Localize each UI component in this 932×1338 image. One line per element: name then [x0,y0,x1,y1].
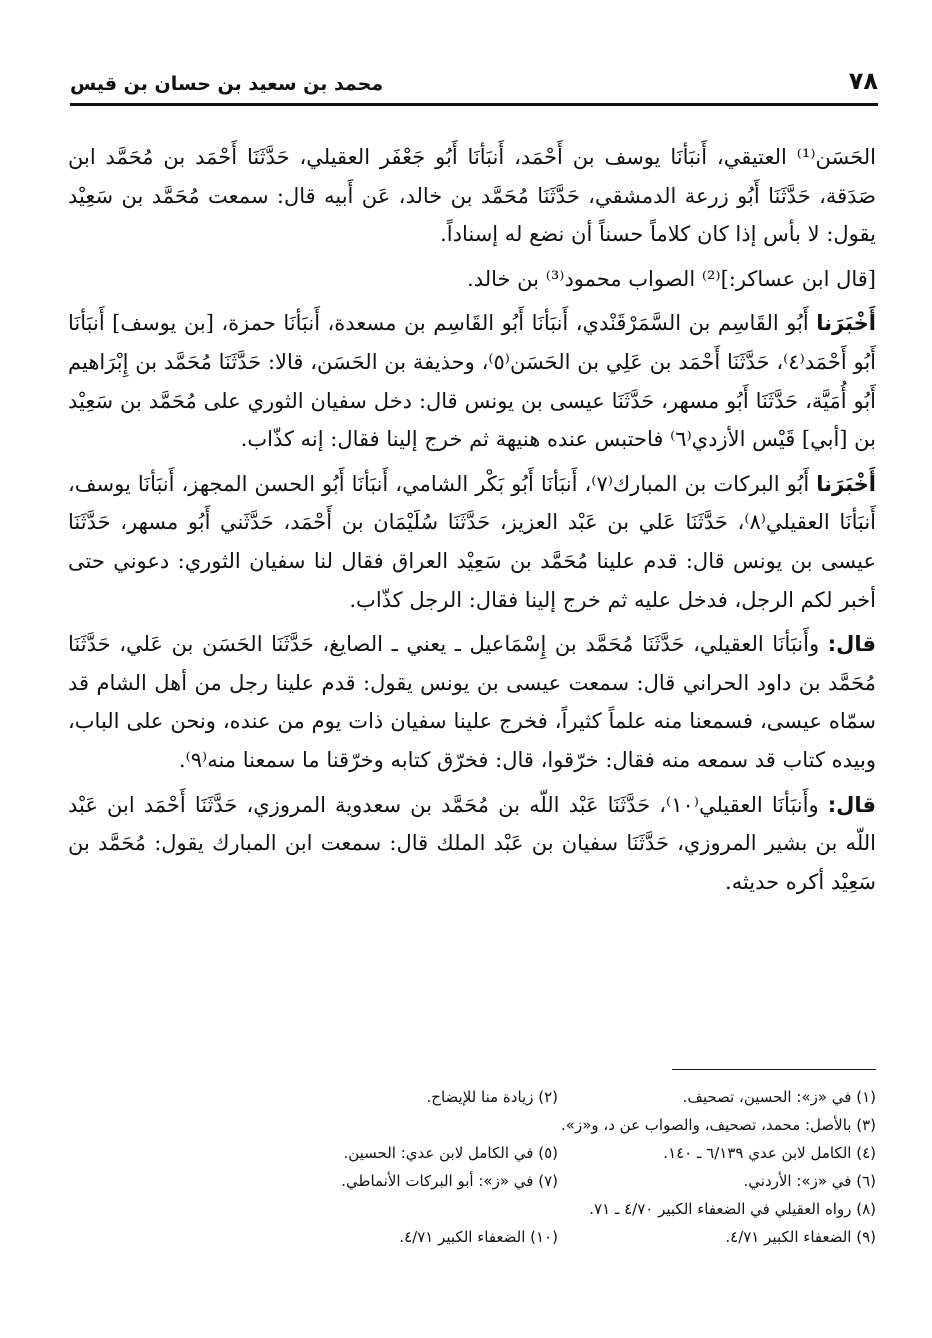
footnote-row [240,1139,876,1167]
running-title: محمد بن سعيد بن حسان بن قيس [70,73,384,95]
footnote-row [240,1083,876,1111]
footnote: (١) في «ز»: الحسين، تصحيف. [682,1088,876,1106]
paragraph [68,260,876,299]
paragraph-text: وأَنبَأنَا العقيلي⁽١٠⁾، حَدَّثَنَا عَبْد اللّه بن مُحَمَّد بن سعدوية المروزي، حَدَّثَنَا أَحْمَد ابن عَبْد اللّه بن بشير المروزي، حَدَّثَنَا سفيان بن عَبْد الملك قال: سمعت ابن المبارك يقول: مُحَمَّد بن سَعِيْد أكره حديثه. [68,792,876,894]
footnote: (٨) رواه العقيلي في الضعفاء الكبير ٤/٧٠ ـ ٧١. [589,1200,876,1218]
page-number: ٧٨ [848,67,878,95]
footnote: (٩) الضعفاء الكبير ٤/٧١. [725,1228,876,1246]
footnote: (٦) في «ز»: الأردني. [743,1172,876,1190]
paragraph [68,786,876,902]
paragraph [68,304,876,458]
paragraph [68,138,876,254]
footnote-row [240,1111,876,1139]
paragraph-text: أَبُو البركات بن المبارك⁽٧⁾، أَنبَأنَا أَبُو بَكْر الشامي، أَنبَأنَا أَبُو الحسن المجهز، أَنبَأنَا يوسف، أَنبَأنَا العقيلي⁽٨⁾، حَدَّثَنَا عَلي بن عَبْد العزيز، حَدَّثَنَا سُلَيْمَان بن أَحْمَد، حَدَّثَني أَبُو مسهر، حَدَّثَنَا عيسى بن يونس قال: قدم علينا مُحَمَّد بن سَعِيْد العراق فقال لنا سفيان الثوري: دعوني حتى أخبر لكم الرجل، فدخل عليه ثم خرج إلينا فقال: الرجل كذّاب. [68,471,876,612]
footnotes [240,1083,876,1251]
paragraph-lead: قال: [827,792,876,817]
paragraph-text: وأَنبَأنَا العقيلي، حَدَّثَنَا مُحَمَّد بن إِسْمَاعيل ـ يعني ـ الصايغ، حَدَّثَنَا الحَسَن بن عَلي، حَدَّثَنَا مُحَمَّد بن داود الحراني قال: سمعت عيسى بن يونس يقول: قدم علينا رجل من أهل الشام قد سمّاه عيسى، فسمعنا منه علماً كثيراً، فخرج علينا سفيان ذات يوم من عنده، ونحن على الباب، وبيده كتاب قد سمعه منه فقال: خرّقوا، قال: فخرّق كتابه وخرّقنا ما سمعنا منه⁽٩⁾. [68,632,876,772]
footnote-row [240,1223,876,1251]
paragraph-lead: أَخْبَرَنا [816,471,876,496]
paragraph-lead: أَخْبَرَنا [816,311,876,336]
paragraph-text: الحَسَن⁽¹⁾ العتيقي، أَنبَأنَا يوسف بن أَحْمَد، أَنبَأنَا أَبُو جَعْفَر العقيلي، حَدَّثَنَا أَحْمَد بن مُحَمَّد ابن صَدَقة، حَدَّثَنَا أَبُو زرعة الدمشقي، حَدَّثَنَا مُحَمَّد بن خالد، عَن أَبيه قال: سمعت مُحَمَّد بن سَعِيْد يقول: لا بأس إذا كان كلاماً حسناً أن نضع له إسناداً. [68,145,876,247]
footnote: (١٠) الضعفاء الكبير ٤/٧١. [399,1228,558,1246]
footnote-row [240,1167,876,1195]
footnote-row [240,1195,876,1223]
footnote: (٣) بالأصل: محمد، تصحيف، والصواب عن د، و«ز». [561,1116,876,1134]
page-header [70,66,878,106]
paragraph-text: [قال ابن عساكر:]⁽²⁾ الصواب محمود⁽³⁾ بن خالد. [467,266,876,291]
paragraph [68,625,876,779]
paragraph [68,465,876,619]
paragraph-lead: قال: [827,632,876,657]
footnote-separator [672,1069,876,1070]
paragraph-text: أَبُو القَاسِم بن السَّمَرْقَنْدي، أَنبَأنَا أَبُو القَاسِم بن مسعدة، أَنبَأنَا حمزة، [بن يوسف] أَنبَأنَا أَبُو أَحْمَد⁽٤⁾، حَدَّثَنَا أَحْمَد بن عَلِي بن الحَسَن⁽٥⁾، وحذيفة بن الحَسَن، قالا: حَدَّثَنَا مُحَمَّد بن إِبْرَاهيم أَبُو أُمَيَّة، حَدَّثَنَا أَبُو مسهر، حَدَّثَنَا عيسى بن يونس قال: دخل سفيان الثوري على مُحَمَّد بن سَعِيْد بن [أبي] قَيْس الأزدي⁽٦⁾ فاحتبس عنده هنيهة ثم خرج إلينا فقال: إنه كذّاب. [68,311,877,452]
footnote: (٧) في «ز»: أبو البركات الأنماطي. [341,1172,558,1190]
footnote: (٢) زيادة منا للإيضاح. [426,1088,558,1106]
footnote: (٥) في الكامل لابن عدي: الحسين. [343,1144,558,1162]
main-text [68,138,876,907]
footnote: (٤) الكامل لابن عدي ٦/١٣٩ ـ ١٤٠. [663,1144,876,1162]
